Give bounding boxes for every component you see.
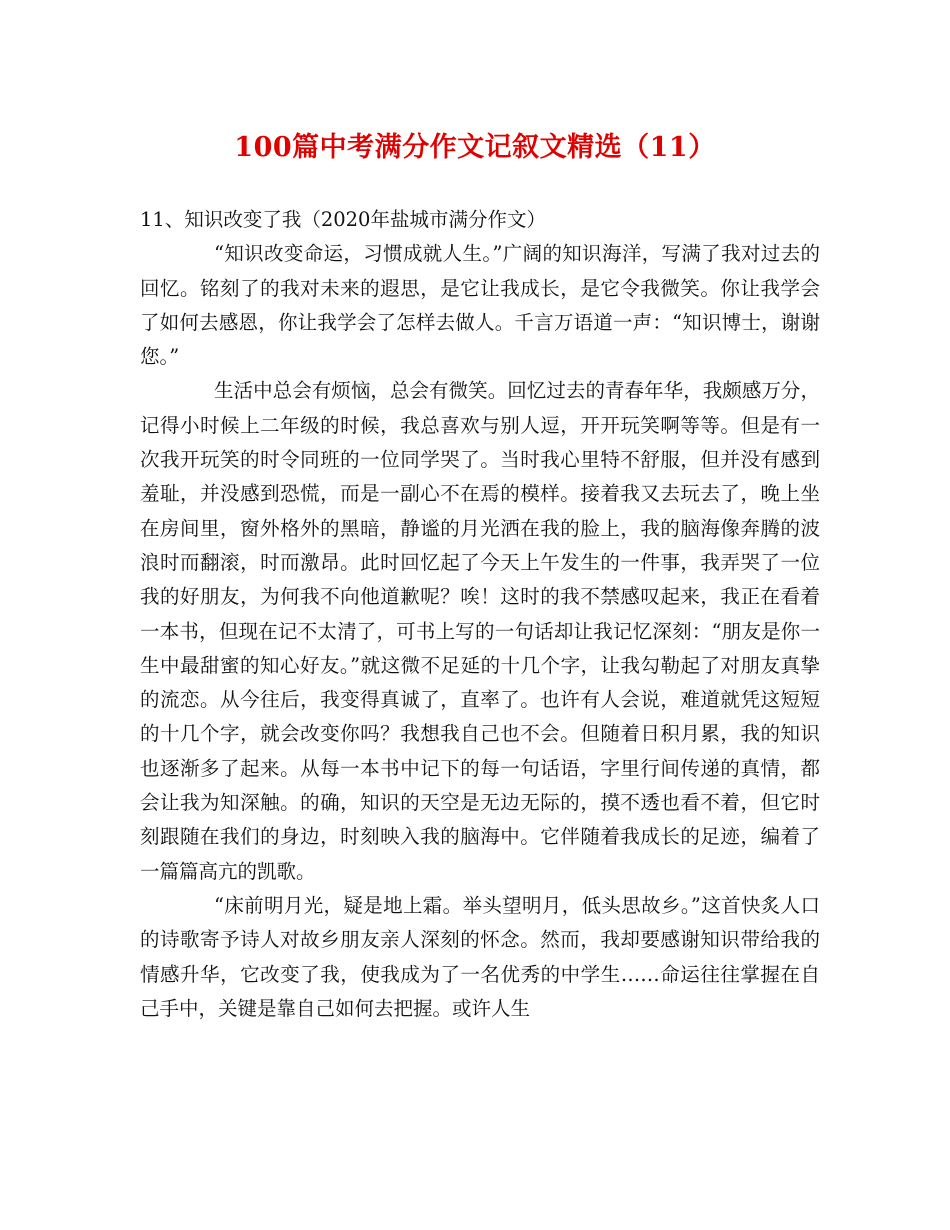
paragraph-2: 生活中总会有烦恼，总会有微笑。回忆过去的青春年华，我颇感万分，记得小时候上二年级的时候，我总喜欢与别人逗，开开玩笑啊等等。但是有一次我开玩笑的时令同班的一位同学哭了。当时我心里特不舒服，但并没有感到羞耻，并没感到恐慌，而是一副心不在焉的模样。接着我又去玩去了，晚上坐在房间里，窗外格外的黑暗，静谧的月光洒在我的脸上，我的脑海像奔腾的波浪时而翻滚，时而激昂。此时回忆起了今天上午发生的一件事，我弄哭了一位我的好朋友，为何我不向他道歉呢？唉！这时的我不禁感叹起来，我正在看着一本书，但现在记不太清了，可书上写的一句话却让我记忆深刻：“朋友是你一生中最甜蜜的知心好友。”就这微不足延的十几个字，让我勾勒起了对朋友真挚的流恋。从今往后，我变得真诚了，直率了。也许有人会说，难道就凭这短短的十几个字，就会改变你吗？我想我自己也不会。但随着日积月累，我的知识也逐渐多了起来。从每一本书中记下的每一句话语，字里行间传递的真情，都会让我为知深触。的确，知识的天空是无边无际的，摸不透也看不着，但它时刻跟随在我们的身边，时刻映入我的脑海中。它伴随着我成长的足迹，编着了一篇篇高亢的凯歌。 — [140, 379, 820, 883]
article-heading: 11、知识改变了我（2020年盐城市满分作文） — [140, 208, 546, 231]
article-body — [140, 203, 820, 1026]
document-title: 100篇中考满分作文记叙文精选（11） — [234, 132, 716, 163]
paragraph-1: “知识改变命运，习惯成就人生。”广阔的知识海洋，写满了我对过去的回忆。铭刻了的我对未来的遐思，是它让我成长，是它令我微笑。你让我学会了如何去感恩，你让我学会了怎样去做人。千言万语道一声：“知识博士，谢谢您。” — [140, 242, 820, 369]
paragraph-3: “床前明月光，疑是地上霜。举头望明月，低头思故乡。”这首快炙人口的诗歌寄予诗人对故乡朋友亲人深刻的怀念。然而，我却要感谢知识带给我的情感升华，它改变了我，使我成为了一名优秀的中学生……命运往往掌握在自己手中，关键是靠自己如何去把握。或许人生 — [140, 893, 820, 1020]
